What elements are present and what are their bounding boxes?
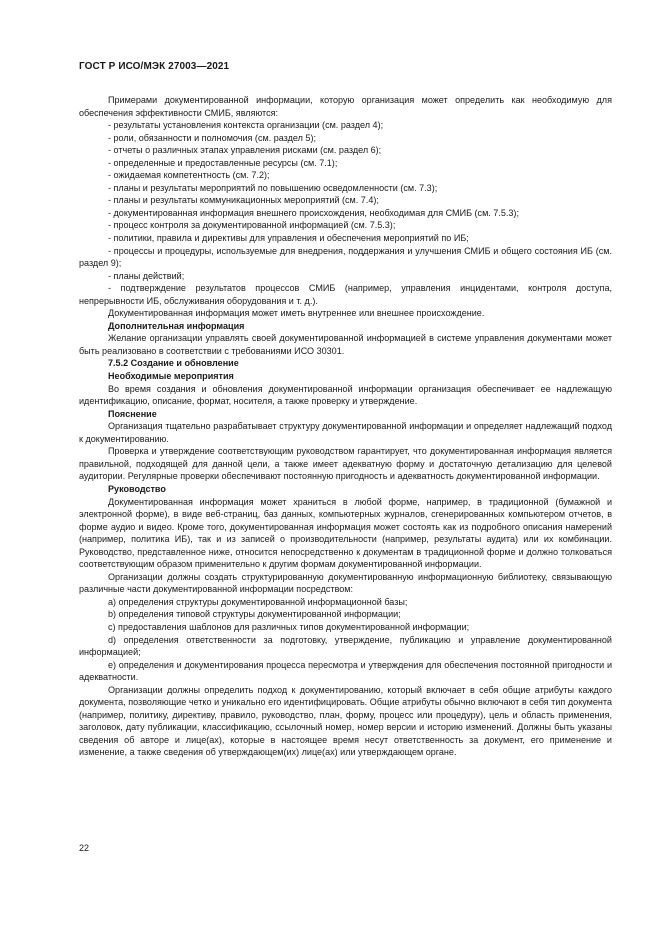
list-item: - ожидаемая компетентность (см. 7.2); — [108, 170, 270, 181]
paragraph: Желание организации управлять своей документированной информацией в системе управления документами может быть реализовано в соответствии с требованиями ИСО 30301. — [79, 333, 612, 356]
section-heading: Дополнительная информация — [108, 320, 245, 331]
section-heading: Руководство — [108, 483, 166, 494]
list-item: - планы действий; — [108, 270, 185, 281]
paragraph: Документированная информация может иметь внутреннее или внешнее происхождение. — [108, 308, 485, 319]
paragraph: Организация тщательно разрабатывает структуру документированной информации и определяет надлежащий подход к документированию. — [79, 421, 612, 444]
paragraph: Примерами документированной информации, которую организация может определить как необходимую для обеспечения эффективности СМИБ, являются: — [79, 95, 612, 118]
list-item: b) определения типовой структуры документированной информации; — [108, 609, 401, 620]
list-item: - результаты установления контекста организации (см. раздел 4); — [108, 120, 384, 131]
list-item: - документированная информация внешнего происхождения, необходимая для СМИБ (см. 7.5.3); — [108, 207, 519, 218]
list-item: - отчеты о различных этапах управления рисками (см. раздел 6); — [108, 145, 382, 156]
list-item: - процесс контроля за документированной информацией (см. 7.5.3); — [108, 220, 396, 231]
section-heading: Пояснение — [108, 408, 157, 419]
paragraph: Во время создания и обновления документированной информации организация обеспечивает ее надлежащую идентификацию, описание, формат, носителя, а также проверку и утверждение. — [79, 383, 612, 407]
list-item: - планы и результаты коммуникационных мероприятий (см. 7.4); — [108, 195, 379, 206]
list-item: - процессы и процедуры, используемые для внедрения, поддержания и улучшения СМИБ и общего состояния ИБ (см. раздел 9); — [79, 245, 612, 269]
paragraph: Проверка и утверждение соответствующим руководством гарантирует, что документированная информация является правильной, подходящей для данной цели, а также имеет адекватную форму и достаточную детализацию для целевой аудитории. Регулярные проверки обеспечивают постоянную пригодность и адекватность документированной информации. — [79, 446, 612, 482]
document-header: ГОСТ Р ИСО/МЭК 27003—2021 — [79, 61, 230, 72]
list-item: е) определения и документирования процесса пересмотра и утверждения для обеспечения постоянной пригодности и адекватности. — [79, 659, 612, 683]
paragraph: Документированная информация может храниться в любой форме, например, в традиционной (бумажной и электронной форме), в виде веб-страниц, баз данных, компьютерных журналов, сгенерированных компьютером отчетов, в форме аудио и видео. Кроме того, документированная информация может состоять как из подробного описания намерений (например, политика ИБ), так и из записей о производительности (например, результаты аудита) или их комбинации. Руководство, представленное ниже, относится непосредственно к документам в традиционной форме и должно толковаться соответствующим образом применительно к другим формам документированной информации. — [79, 496, 612, 570]
list-item: - определенные и предоставленные ресурсы (см. 7.1); — [108, 157, 338, 168]
list-item: d) определения ответственности за подготовку, утверждение, публикацию и управление документированной информацией; — [79, 634, 612, 658]
paragraph: Организации должны определить подход к документированию, который включает в себя общие атрибуты каждого документа, позволяющие четко и уникально его идентифицировать. Общие атрибуты обычно включают в себя тип документа (например, политику, директиву, правило, руководство, план, форму, процесс или процедуру), цель и область применения, заголовок, дату публикации, классификацию, ссылочный номер, номер версии и историю изменений. Должны быть указаны сведения об авторе и лице(ах), которые в настоящее время несут ответственность за документ, его применение и изменение, а также сведения об утверждающем(их) лице(ах) или утверждающем органе. — [79, 684, 612, 758]
list-item: - планы и результаты мероприятий по повышению осведомленности (см. 7.3); — [108, 182, 438, 193]
section-heading: 7.5.2 Создание и обновление — [108, 358, 239, 369]
list-item: - роли, обязанности и полномочия (см. раздел 5); — [108, 132, 316, 143]
list-item: с) предоставления шаблонов для различных типов документированной информации; — [108, 621, 470, 632]
list-item: а) определения структуры документированной информационной базы; — [108, 596, 408, 607]
list-item: - подтверждение результатов процессов СМИБ (например, управления инцидентами, контроля доступа, непрерывности ИБ, обслуживания оборудования и т. д.). — [79, 283, 612, 306]
list-item: - политики, правила и директивы для управления и обеспечения мероприятий по ИБ; — [108, 233, 469, 244]
section-heading: Необходимые мероприятия — [108, 371, 234, 382]
paragraph: Организации должны создать структурированную документированную информационную библиотеку, связывающую различные части документированной информации посредством: — [79, 571, 612, 595]
document-body — [79, 94, 612, 759]
page-number: 22 — [79, 843, 90, 853]
